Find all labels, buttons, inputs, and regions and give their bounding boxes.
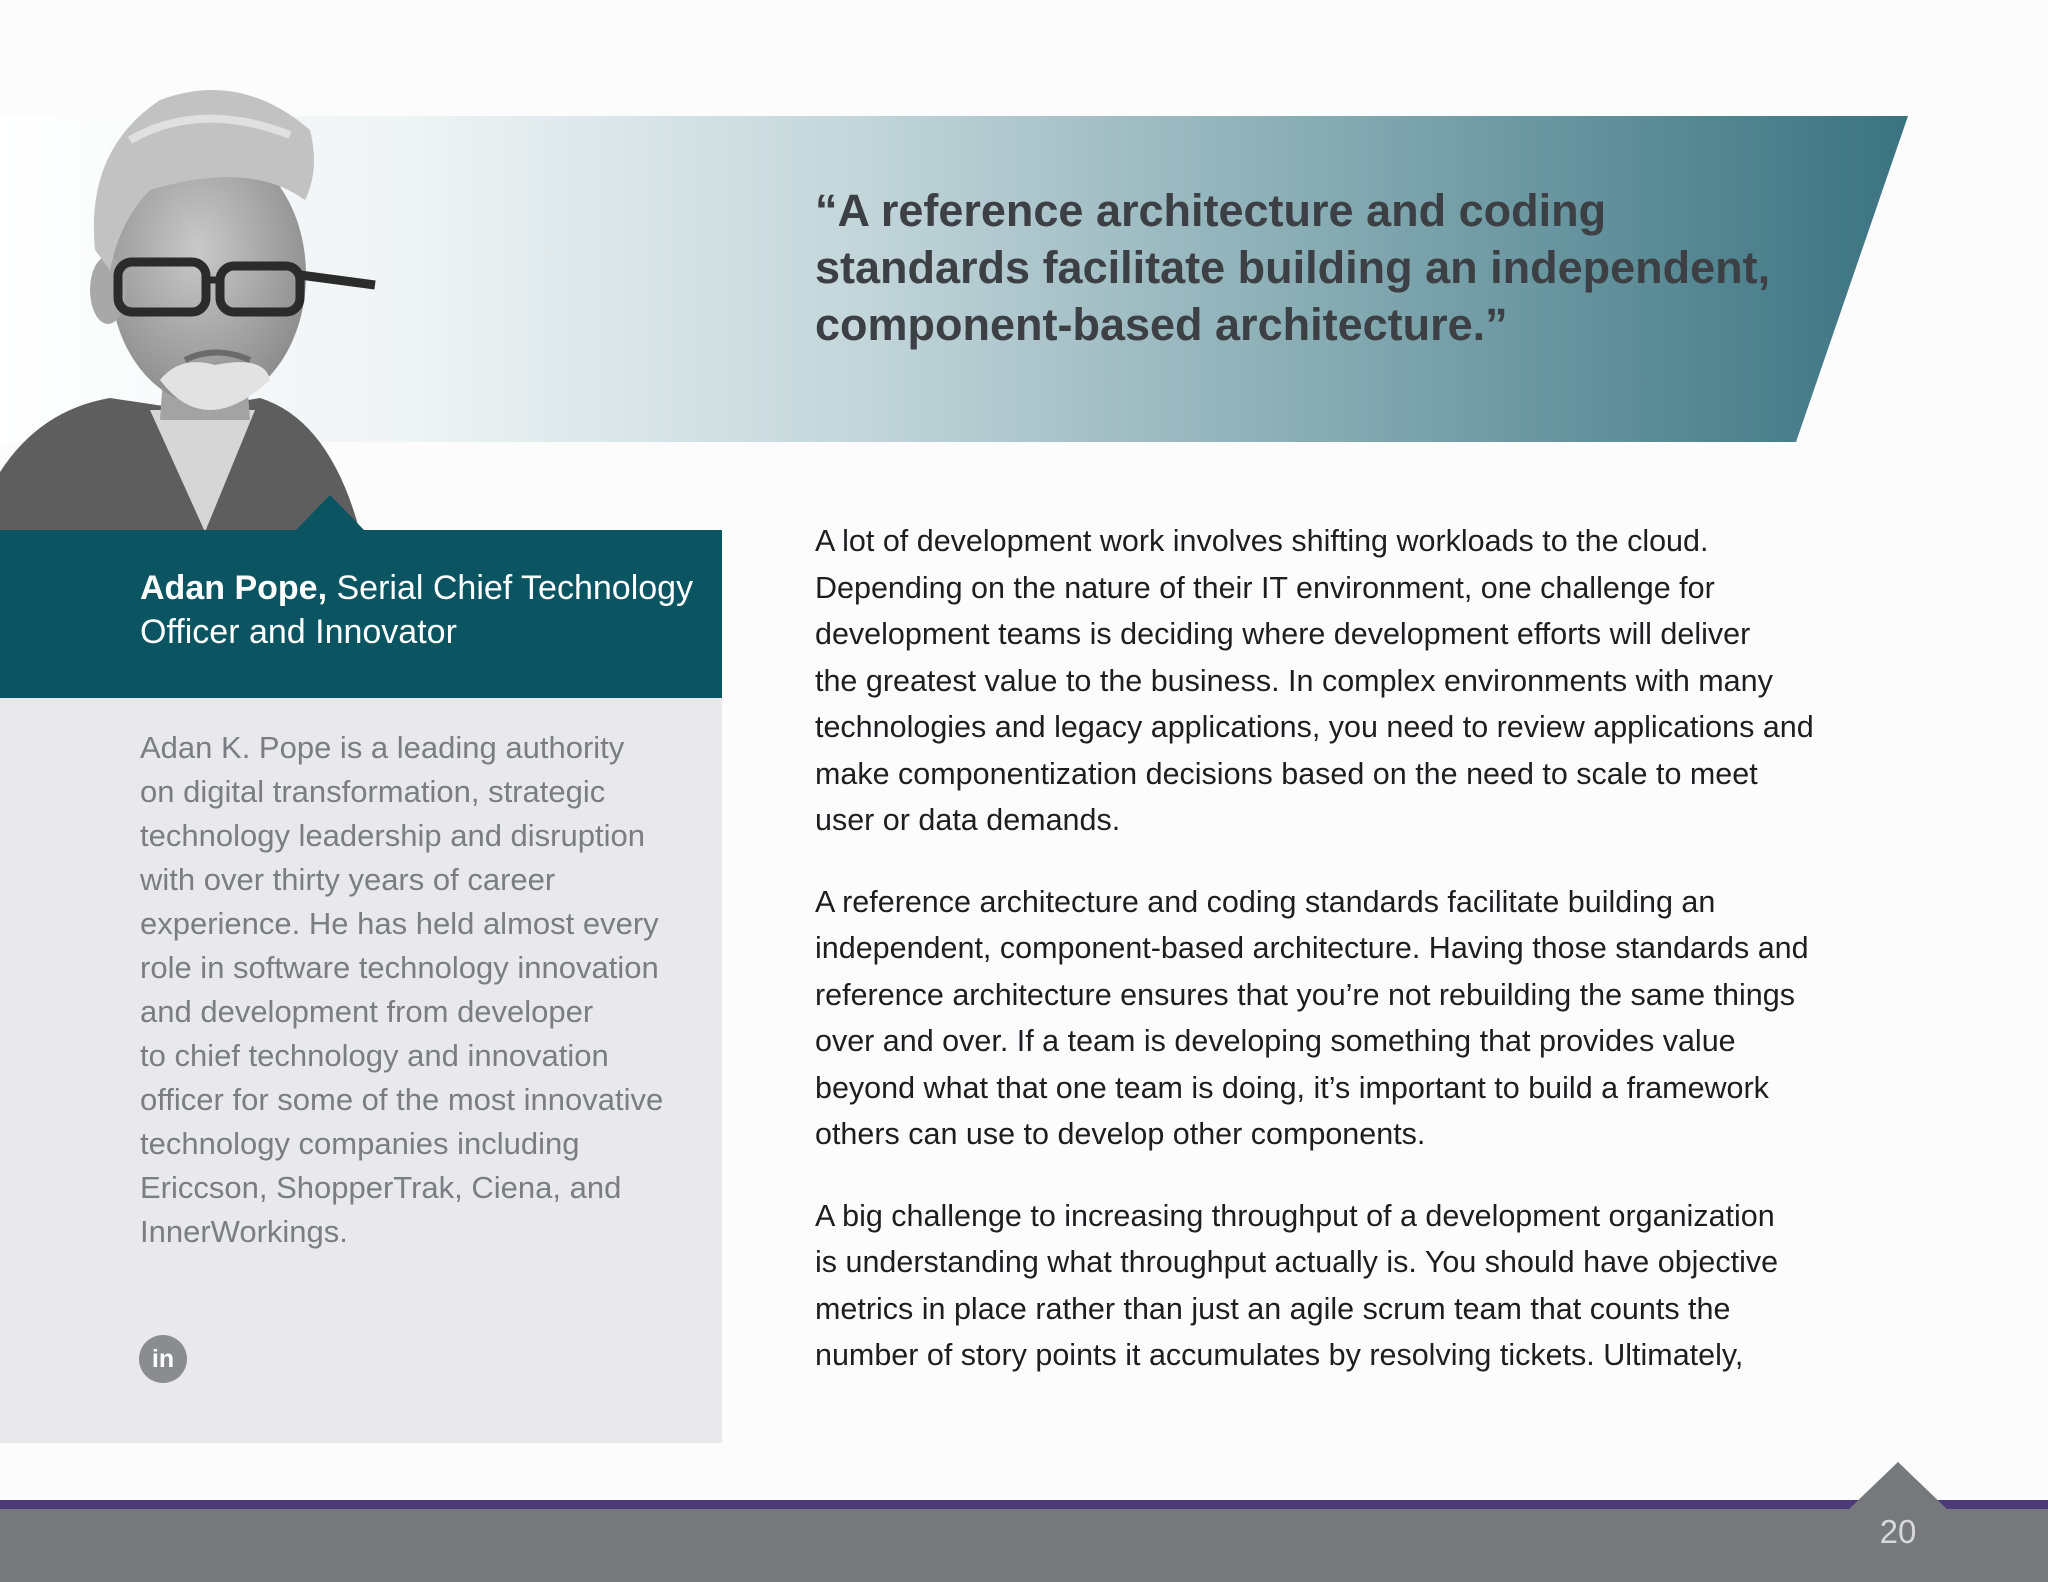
linkedin-icon[interactable] [139,1335,187,1383]
bio-line: InnerWorkings. [140,1214,348,1249]
text-line: metrics in place rather than just an agile scrum team that counts the [815,1291,1731,1326]
bio-line: technology companies including [140,1126,580,1161]
page-number: 20 [1879,1513,1917,1550]
bio-line: and development from developer [140,994,594,1029]
text-line: independent, component-based architecture. Having those standards and [815,931,1809,965]
paragraph [815,518,1865,844]
bio-line: Ericcson, ShopperTrak, Ciena, and [140,1170,622,1205]
author-title-line: Serial Chief Technology [336,569,694,607]
name-box-notch [295,495,365,531]
bio-line: on digital transformation, strategic [140,774,606,809]
text-line: A reference architecture and coding standards facilitate building an [815,884,1716,919]
article-body [815,518,1865,1414]
text-line: A big challenge to increasing throughput of a development organization [815,1198,1775,1233]
footer-notch [1848,1462,1948,1510]
text-line: development teams is deciding where development efforts will deliver [815,617,1751,651]
bio-line: Adan K. Pope is a leading authority [140,730,625,765]
text-line: reference architecture ensures that you’re not rebuilding the same things [815,977,1795,1012]
text-line: number of story points it accumulates by resolving tickets. Ultimately, [815,1338,1744,1372]
paragraph [815,1193,1865,1379]
bio-line: role in software technology innovation [140,950,659,985]
bio-line: with over thirty years of career [140,862,556,897]
text-line: Depending on the nature of their IT environment, one challenge for [815,570,1715,605]
author-credit [140,566,700,654]
bio-line: officer for some of the most innovative [140,1082,664,1117]
footer-bar [0,1509,2048,1582]
pull-quote [815,182,1855,353]
text-line: the greatest value to the business. In complex environments with many [815,663,1773,698]
text-line: beyond what that one team is doing, it’s important to build a framework [815,1070,1769,1105]
text-line: over and over. If a team is developing something that provides value [815,1024,1736,1058]
quote-line: component-based architecture.” [815,299,1508,350]
text-line: user or data demands. [815,803,1121,837]
name-box [0,530,722,698]
author-bio [140,726,700,1254]
bio-line: to chief technology and innovation [140,1038,609,1073]
quote-line: “A reference architecture and coding [815,185,1607,236]
text-line: A lot of development work involves shifting workloads to the cloud. [815,524,1709,558]
quote-line: standards facilitate building an independent, [815,242,1771,293]
bio-line: experience. He has held almost every [140,906,659,941]
author-title-line: Officer and Innovator [140,613,457,651]
text-line: others can use to develop other components. [815,1117,1426,1151]
text-line: is understanding what throughput actually is. You should have objective [815,1245,1779,1279]
bio-line: technology leadership and disruption [140,818,645,853]
author-name: Adan Pope, [140,569,328,607]
text-line: technologies and legacy applications, you need to review applications and [815,710,1814,744]
linkedin-icon-label: in [151,1344,175,1373]
paragraph [815,879,1865,1158]
text-line: make componentization decisions based on the need to scale to meet [815,756,1758,791]
footer-accent-line [0,1500,2048,1509]
portrait-photo [0,80,400,532]
